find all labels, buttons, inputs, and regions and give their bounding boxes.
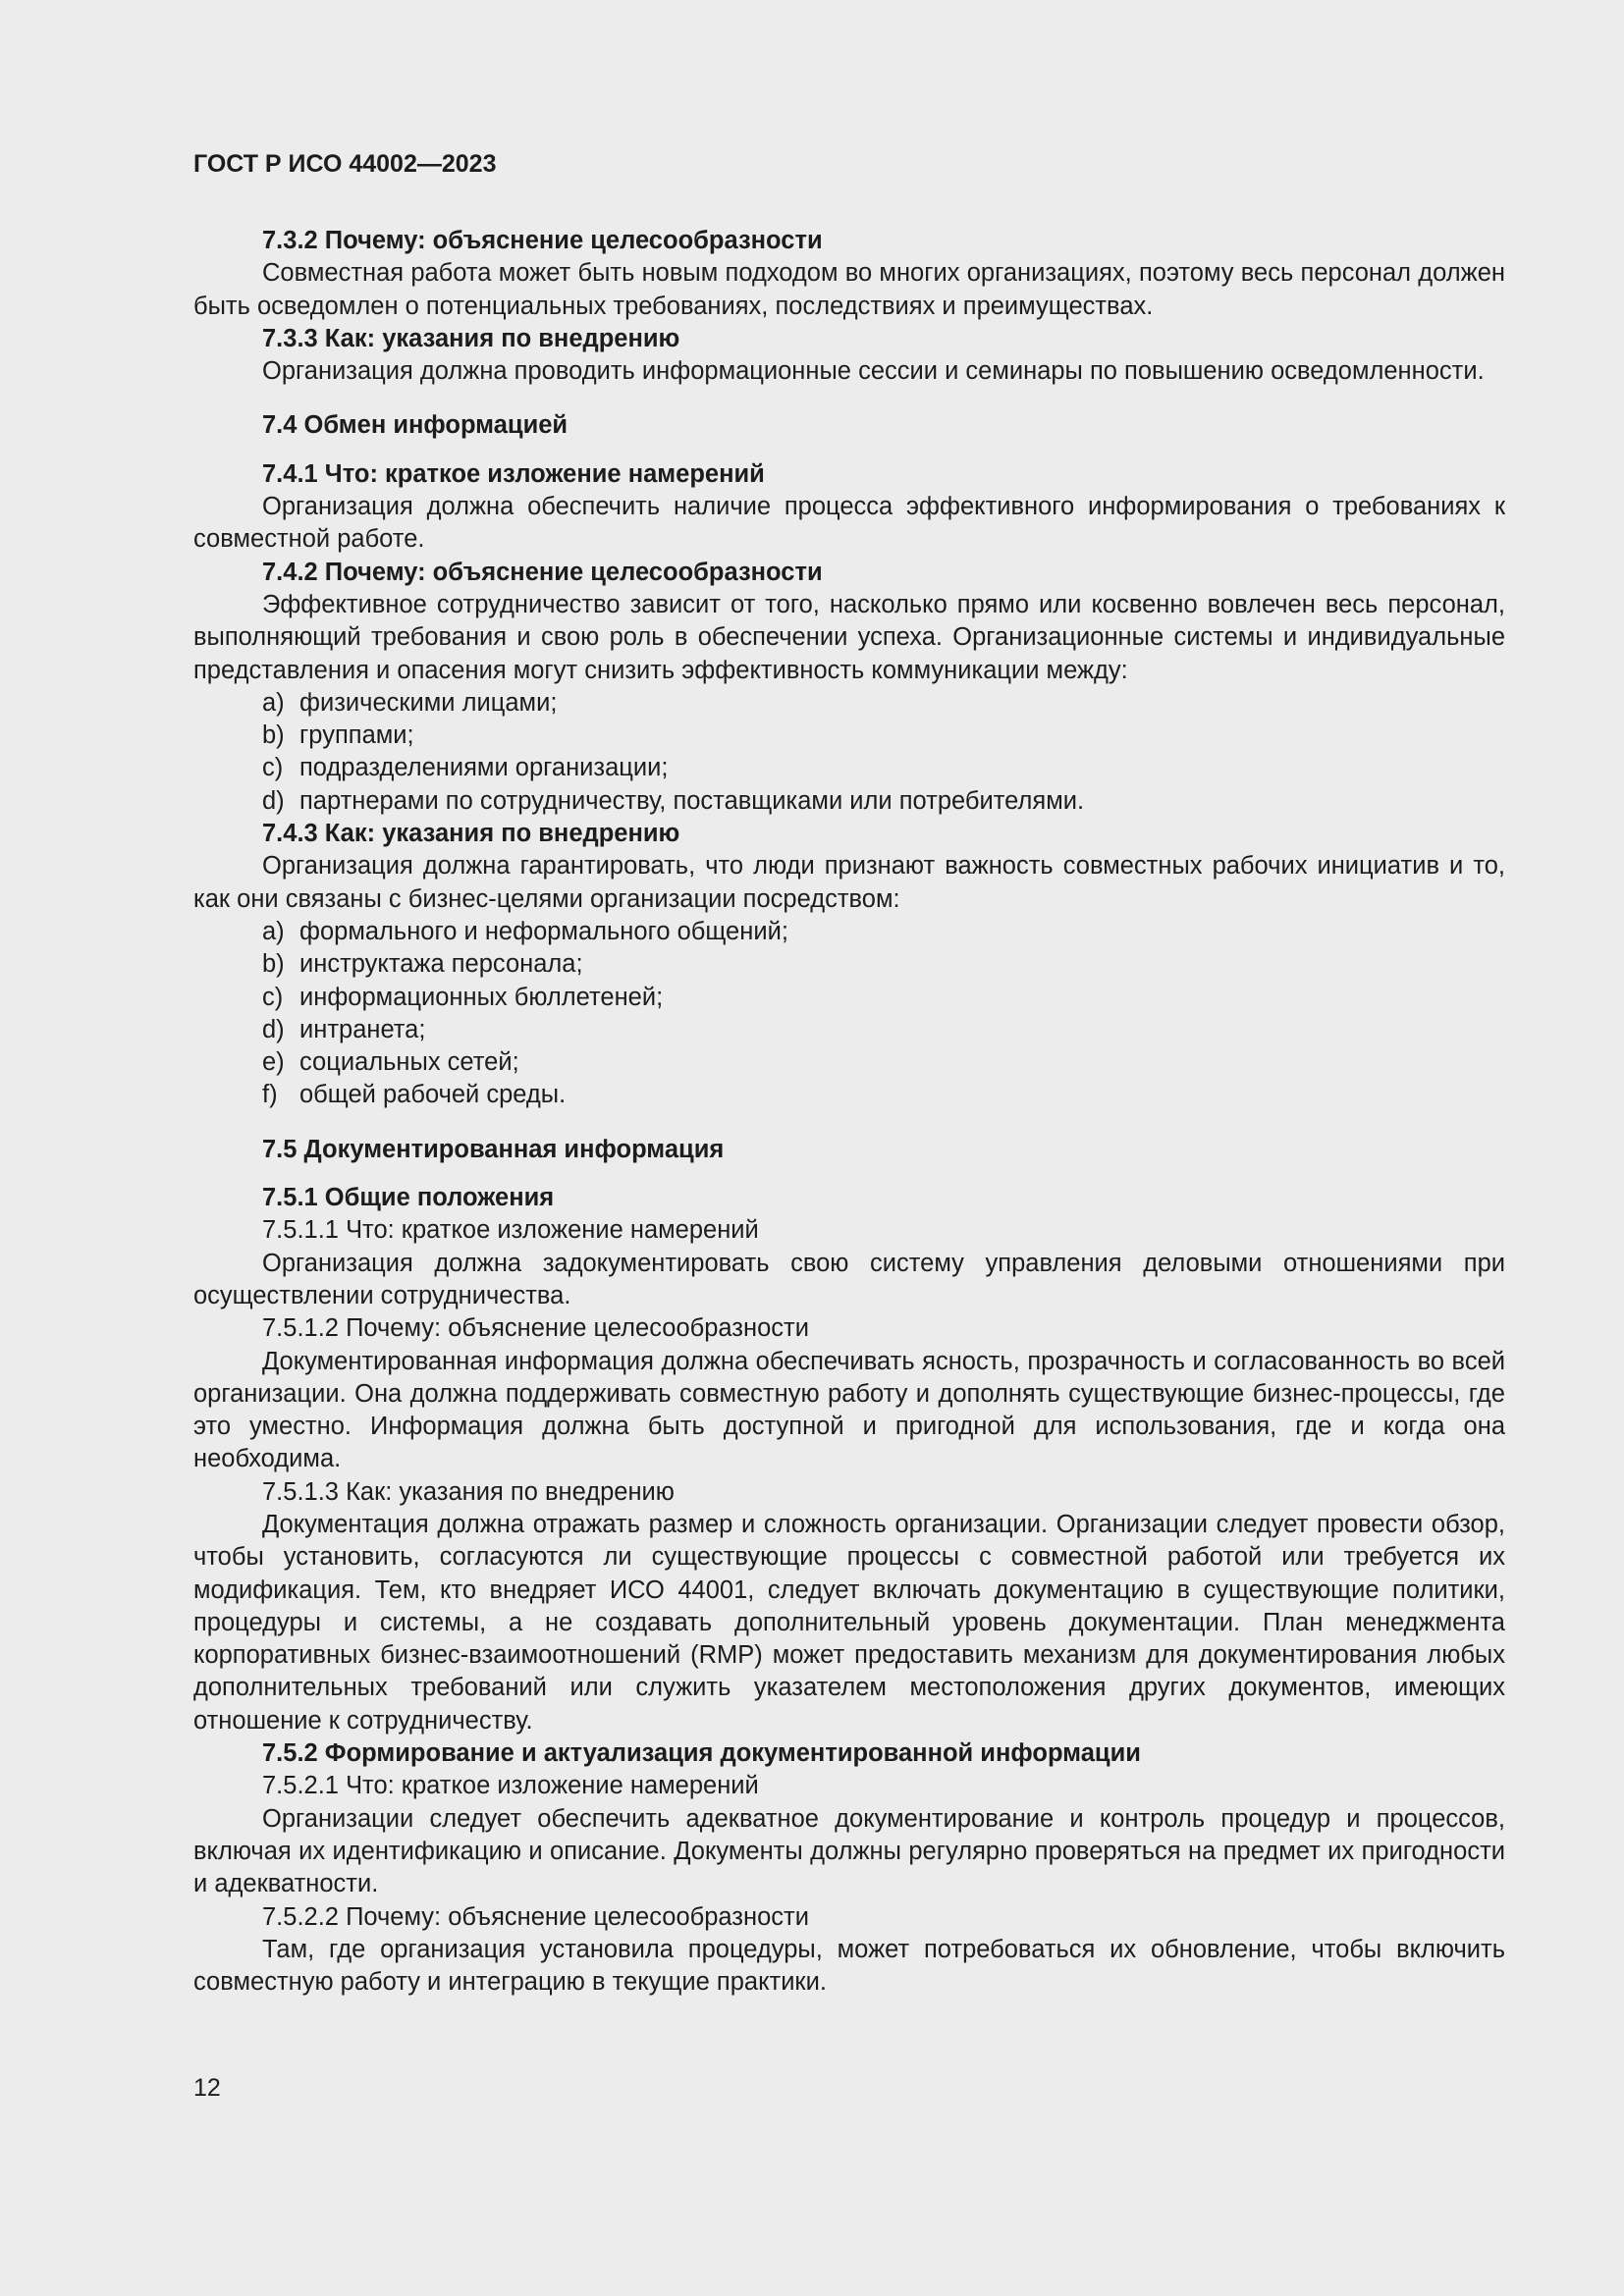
list-marker: b) (262, 721, 285, 750)
subheading-7-5-1-3: 7.5.1.3 Как: указания по внедрению (262, 1477, 675, 1506)
list-item (193, 752, 1505, 784)
list-item-text: подразделениями организации; (299, 754, 669, 782)
document-body (193, 225, 1505, 1999)
list-marker: a) (262, 917, 285, 945)
list-marker: d) (262, 786, 285, 815)
paragraph-7-5-1-1: Организация должна задокументировать свою систему управления деловыми отношениями при осуществлении сотрудничества. (193, 1249, 1505, 1309)
heading-7-3-2: 7.3.2 Почему: объяснение целесообразности (262, 227, 823, 254)
list-item (193, 1046, 1505, 1079)
heading-7-3-3: 7.3.3 Как: указания по внедрению (262, 324, 680, 352)
list-item (193, 1014, 1505, 1046)
list-marker: b) (262, 950, 285, 979)
list-marker: c) (262, 983, 284, 1011)
heading-7-5: 7.5 Документированная информация (262, 1135, 725, 1163)
paragraph-7-4-3: Организация должна гарантировать, что люди признают важность совместных рабочих инициатив и то, как они связаны с бизнес-целями организации посредством: (193, 852, 1505, 913)
heading-7-4-3: 7.4.3 Как: указания по внедрению (262, 820, 680, 848)
paragraph-7-3-2: Совместная работа может быть новым подходом во многих организациях, поэтому весь персонал должен быть осведомлен о потенциальных требованиях, последствиях и преимуществах. (193, 259, 1505, 320)
subheading-7-5-2-2: 7.5.2.2 Почему: объяснение целесообразности (262, 1902, 809, 1931)
list-item (193, 916, 1505, 948)
list-item (193, 982, 1505, 1014)
list-item-text: общей рабочей среды. (299, 1081, 567, 1109)
list-item (193, 687, 1505, 720)
paragraph-7-5-2-2: Там, где организация установила процедуры, может потребоваться их обновление, чтобы включить совместную работу и интеграцию в текущие практики. (193, 1935, 1505, 1997)
heading-7-4: 7.4 Обмен информацией (262, 411, 568, 440)
list-item-text: информационных бюллетеней; (299, 983, 664, 1011)
document-header-title: ГОСТ Р ИСО 44002—2023 (193, 150, 497, 178)
list-item-text: группами; (299, 721, 414, 750)
list-item (193, 948, 1505, 981)
heading-7-5-1: 7.5.1 Общие положения (262, 1184, 555, 1212)
list-item-text: формального и неформального общений; (299, 917, 788, 945)
paragraph-7-5-2-1: Организации следует обеспечить адекватное документирование и контроль процедур и процессов, включая их идентификацию и описание. Документы должны регулярно проверяться на предмет их пригодности и адекватности. (193, 1804, 1505, 1898)
list-marker: c) (262, 754, 284, 782)
paragraph-7-4-1: Организация должна обеспечить наличие процесса эффективного информирования о требованиях к совместной работе. (193, 493, 1505, 554)
list-item-text: физическими лицами; (299, 688, 558, 717)
heading-7-5-2: 7.5.2 Формирование и актуализация документированной информации (262, 1739, 1141, 1768)
list-marker: f) (262, 1081, 278, 1109)
paragraph-7-4-2: Эффективное сотрудничество зависит от того, насколько прямо или косвенно вовлечен весь персонал, выполняющий требования и свою роль в обеспечении успеха. Организационные системы и индивидуальные представления и опасения могут снизить эффективность коммуникации между: (193, 590, 1505, 684)
list-item-text: социальных сетей; (299, 1048, 519, 1077)
paragraph-7-3-3: Организация должна проводить информационные сессии и семинары по повышению осведомленности. (262, 357, 1485, 386)
heading-7-4-1: 7.4.1 Что: краткое изложение намерений (262, 459, 765, 488)
list-item-text: партнерами по сотрудничеству, поставщиками или потребителями. (299, 786, 1085, 815)
list-marker: d) (262, 1015, 285, 1043)
list-item (193, 785, 1505, 818)
list-item (193, 720, 1505, 752)
page-number: 12 (193, 2074, 221, 2102)
list-item (193, 1079, 1505, 1111)
list-item-text: интранета; (299, 1015, 426, 1043)
list-item-text: инструктажа персонала; (299, 950, 583, 979)
paragraph-7-5-1-3: Документация должна отражать размер и сложность организации. Организации следует провести обзор, чтобы установить, согласуются ли существующие процессы с совместной работой или требуется их модификация. Тем, кто внедряет ИСО 44001, следует включать документацию в существующие политики, процедуры и системы, а не создавать дополнительный уровень документации. План менеджмента корпоративных бизнес-взаимоотношений (RMP) может предоставить механизм для документирования любых дополнительных требований или служить указателем местоположения других документов, имеющих отношение к сотрудничеству. (193, 1510, 1505, 1735)
list-marker: a) (262, 688, 285, 717)
subheading-7-5-1-1: 7.5.1.1 Что: краткое изложение намерений (262, 1216, 759, 1245)
list-marker: e) (262, 1048, 285, 1077)
paragraph-7-5-1-2: Документированная информация должна обеспечивать ясность, прозрачность и согласованность во всей организации. Она должна поддерживать совместную работу и дополнять существующие бизнес-процессы, где это уместно. Информация должна быть доступной и пригодной для использования, где и когда она необходима. (193, 1347, 1505, 1473)
subheading-7-5-2-1: 7.5.2.1 Что: краткое изложение намерений (262, 1772, 759, 1800)
subheading-7-5-1-2: 7.5.1.2 Почему: объяснение целесообразности (262, 1314, 809, 1343)
heading-7-4-2: 7.4.2 Почему: объяснение целесообразности (262, 558, 823, 586)
